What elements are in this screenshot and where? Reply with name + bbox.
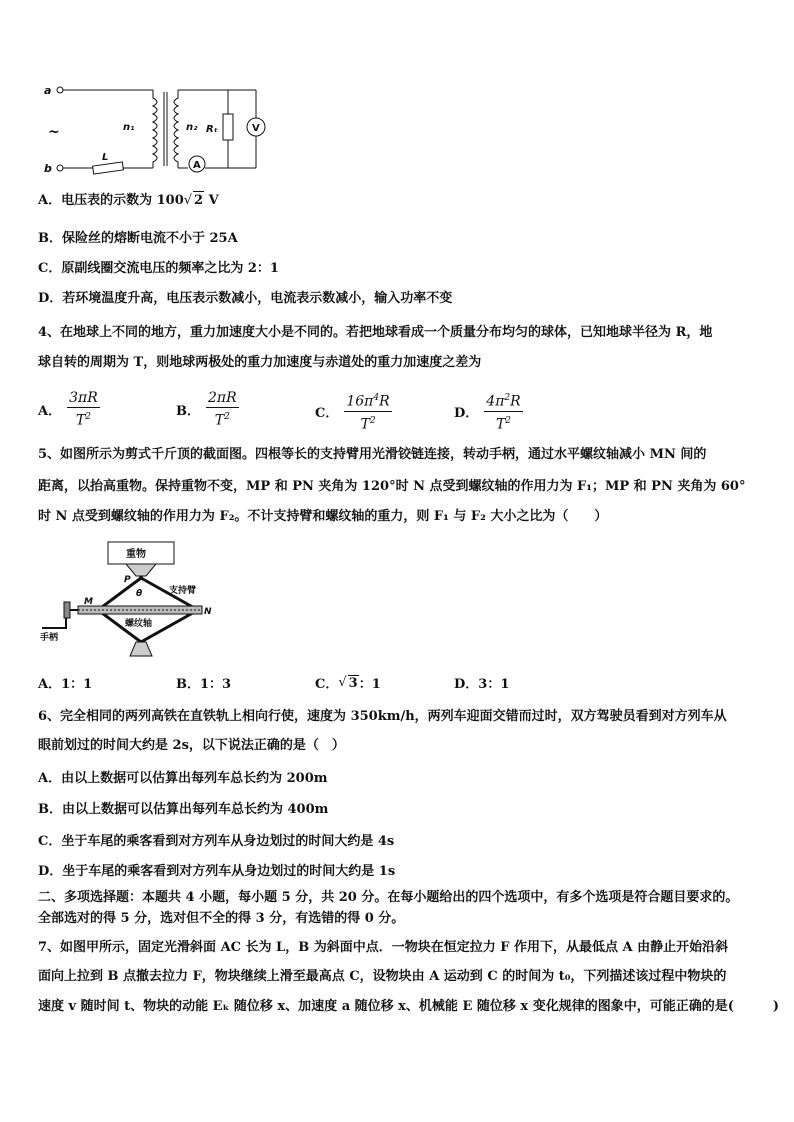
q3-option-a-sqrt: 2 [194,193,204,208]
q4-option-d-fraction: $\frac{4\pi^2R}{T^2}$ [484,389,522,433]
q4-options [38,389,758,433]
arm-mp-top [98,578,141,610]
ac-source-symbol: ~ [48,124,60,140]
q4-option-b: B． $\frac{2\pi R}{T^2}$ [176,390,237,429]
terminal-a [57,87,63,93]
q7-stem-line-1: 7、如图甲所示，固定光滑斜面 AC 长为 L，B 为斜面中点．一物块在恒定拉力 F 作用下，从最低点 A 由静止开始沿斜 [38,940,729,955]
q3-option-d: D．若环境温度升高，电压表示数减小，电流表示数减小，输入功率不变 [38,291,453,306]
q4-option-a-fraction: $\frac{3\pi R}{T^2}$ [69,390,98,429]
ammeter-label: A [193,160,201,171]
q4-option-a: A． $\frac{3\pi R}{T^2}$ [38,390,98,429]
fuse-label: L [102,152,109,163]
rt-label: Rₜ [206,124,218,135]
transformer-circuit-figure [38,80,268,180]
q5-stem-line-2: 距离，以抬高重物。保持重物不变，MP 和 PN 夹角为 120°时 N 点受到螺纹轴的作用力为 F₁；MP 和 PN 夹角为 60° [38,479,746,494]
section-2-heading-line-1: 二、多项选择题：本题共 4 小题，每小题 5 分，共 20 分。在每小题给出的四个选项中，有多个选项是符合题目要求的。 [38,890,739,905]
q4-stem-line-1: 4、在地球上不同的地方，重力加速度大小是不同的。若把地球看成一个质量分布均匀的球体，已知地球半径为 R，地 [38,325,713,340]
n2-label: n₂ [186,122,198,133]
scissor-jack-figure [38,538,228,663]
q5-option-d: D．3：1 [454,677,510,692]
q7-stem-line-3: 速度 v 随时间 t、物块的动能 Eₖ 随位移 x、加速度 a 随位移 x、机械能 E 随位移 x 变化规律的图象中，可能正确的是( ) [38,999,779,1014]
q5-option-c-sqrt: 3 [348,675,358,691]
screw-shaft-label: 螺纹轴 [125,619,153,629]
point-m-label: M [84,597,93,607]
primary-coil [153,90,157,168]
terminal-b [57,165,63,171]
q5-stem-line-1: 5、如图所示为剪式千斤顶的截面图。四根等长的支持臂用光滑铰链连接，转动手柄，通过水平螺纹轴减小 MN 间的 [38,447,707,462]
q6-option-b: B．由以上数据可以估算出每列车总长约为 400m [38,802,329,817]
q6-option-c: C．坐于车尾的乘客看到对方列车从身边划过的时间大约是 4s [38,834,395,849]
q4-option-c-fraction: $\frac{16\pi^4R}{T^2}$ [344,389,391,433]
handle-knob [64,602,70,618]
q4-option-d: D． $\frac{4\pi^2R}{T^2}$ [454,389,523,433]
q5-option-a: A．1：1 [38,677,93,692]
q5-option-b: B．1：3 [176,677,232,692]
q6-option-a: A．由以上数据可以估算出每列车总长约为 200m [38,771,328,786]
q6-stem-line-1: 6、完全相同的两列高铁在直铁轨上相向行使，速度为 350km/h，两列车迎面交错而过时，双方驾驶员看到对方列车从 [38,709,727,724]
q3-option-c: C．原副线圈交流电压的频率之比为 2：1 [38,261,279,276]
weight-label: 重物 [126,549,146,560]
voltmeter-label: V [252,123,260,134]
q3-option-a: A．电压表的示数为 100√ 2 V [38,193,219,208]
q3-option-a-unit: V [208,193,219,208]
theta-label: θ [136,589,143,599]
q6-option-d: D．坐于车尾的乘客看到对方列车从身边划过的时间大约是 1s [38,864,396,879]
q5-option-c: C． √ 3 ：1 [315,675,381,692]
q7-stem-line-2: 面向上拉到 B 点撤去拉力 F，物块继续上滑至最高点 C，设物块由 A 运动到 C 的时间为 t₀，下列描述该过程中物块的 [38,969,727,984]
q3-option-a-text: A．电压表的示数为 100 [38,193,184,208]
q4-option-c: C． $\frac{16\pi^4R}{T^2}$ [315,389,392,433]
q3-option-b: B．保险丝的熔断电流不小于 25A [38,231,238,246]
n1-label: n₁ [123,122,135,133]
thermistor-rt [223,114,233,140]
terminal-b-label: b [44,162,52,175]
point-p-label: P [124,575,131,585]
handle [42,610,78,628]
q6-stem-line-2: 眼前划过的时间大约是 2s，以下说法正确的是（ ） [38,738,345,753]
point-n-label: N [204,607,212,617]
support-arm-label: 支持臂 [169,586,197,596]
q4-option-b-fraction: $\frac{2\pi R}{T^2}$ [208,390,237,429]
q5-options [38,673,758,693]
q5-stem-line-3: 时 N 点受到螺纹轴的作用力为 F₂。不计支持臂和螺纹轴的重力，则 F₁ 与 F₂ 大小之比为（ ） [38,509,608,524]
secondary-coil [174,90,178,168]
handle-label: 手柄 [40,633,59,643]
base-support [130,642,152,656]
q4-stem-line-2: 球自转的周期为 T，则地球两极处的重力加速度与赤道处的重力加速度之差为 [38,355,482,370]
section-2-heading-line-2: 全部选对的得 5 分，选对但不全的得 3 分，有选错的得 0 分。 [38,911,405,926]
fuse [93,162,124,174]
terminal-a-label: a [44,84,52,97]
